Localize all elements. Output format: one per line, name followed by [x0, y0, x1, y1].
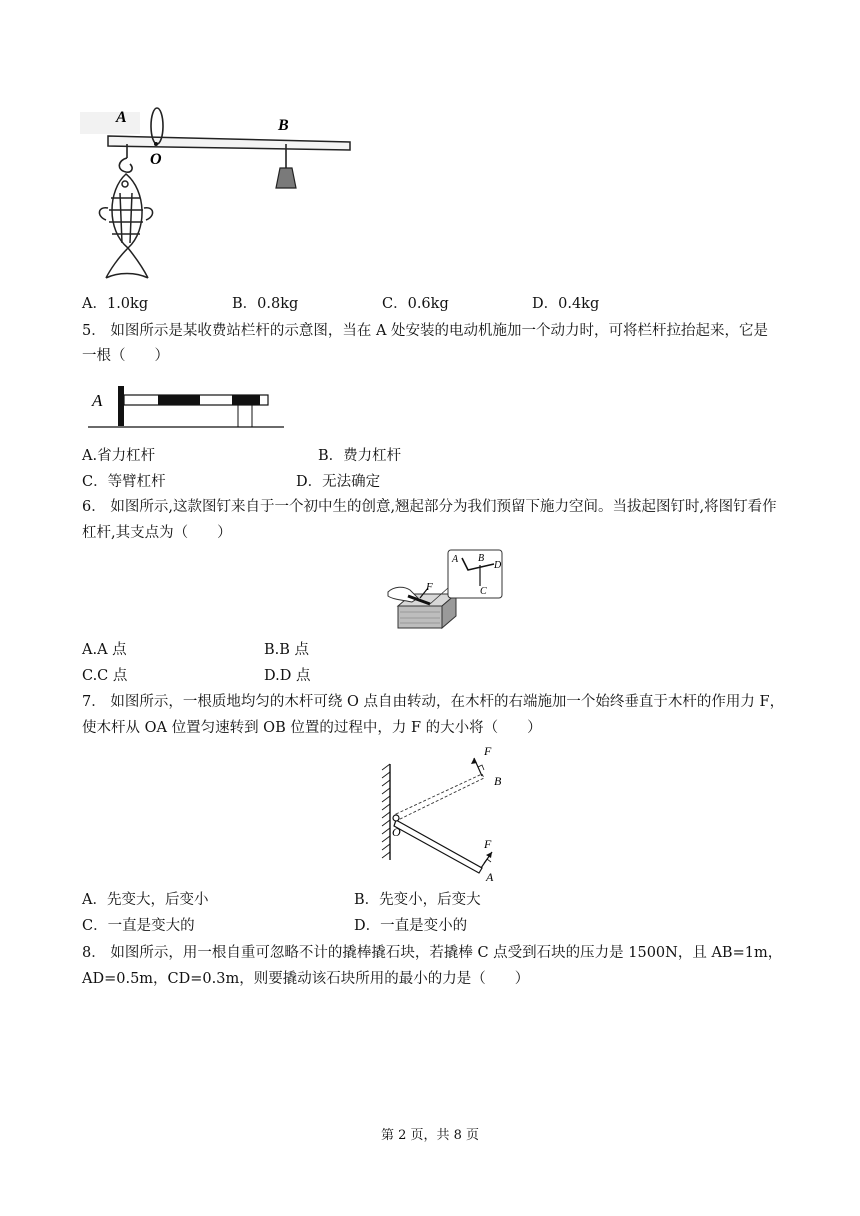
label-o: O — [392, 825, 401, 839]
q5-stem-line2: 一根（ ） — [82, 348, 169, 364]
page-footer: 第 2 页，共 8 页 — [380, 1128, 480, 1143]
q8-stem-line2: AD=0.5m，CD=0.3m，则要撬动该石块所用的最小的力是（ ） — [82, 971, 530, 987]
q7-option-a: A．先变大，后变小 — [82, 892, 209, 908]
q7-option-b: B．先变小，后变大 — [354, 892, 481, 908]
q6-option-d: D.D 点 — [264, 668, 311, 684]
q5-option-d: D．无法确定 — [296, 474, 381, 490]
q7-option-c: C．一直是变大的 — [82, 918, 195, 934]
label-f: F — [426, 581, 433, 593]
q7-stem-line1: 7． 如图所示，一根质地均匀的木杆可绕 O 点自由转动，在木杆的右端施加一个始终垂直于木杆的作用力 F， — [82, 694, 785, 710]
label-o: O — [150, 151, 162, 168]
q4-option-b: B．0.8kg — [232, 296, 299, 312]
label-a: A — [486, 870, 494, 882]
q6-option-b: B.B 点 — [264, 642, 310, 658]
q5-stem-line1: 5． 如图所示是某收费站栏杆的示意图，当在 A 处安装的电动机施加一个动力时，可将栏杆拉抬起来，它是 — [82, 323, 769, 339]
rotating-rod-figure — [378, 742, 508, 882]
q4-option-c: C．0.6kg — [382, 296, 449, 312]
q7-option-d: D．一直是变小的 — [354, 918, 468, 934]
q4-option-d: D．0.4kg — [532, 296, 600, 312]
label-a: A — [116, 109, 127, 126]
q4-option-a: A．1.0kg — [82, 296, 149, 312]
label-f-bottom: F — [484, 837, 492, 851]
q6-option-c: C.C 点 — [82, 668, 128, 684]
q6-option-a: A.A 点 — [82, 642, 127, 658]
label-b: B — [494, 774, 502, 788]
q5-option-c: C．等臂杠杆 — [82, 474, 166, 490]
label-a: A — [452, 554, 459, 565]
steelyard-fish-figure — [78, 98, 363, 288]
q6-stem-line1: 6． 如图所示,这款图钉来自于一个初中生的创意,翘起部分为我们预留下施力空间。当拔起图钉时,将图钉看作 — [82, 499, 777, 515]
q8-stem-line1: 8． 如图所示，用一根自重可忽略不计的撬棒撬石块，若撬棒 C 点受到石块的压力是 1500N，且 AB=1m， — [82, 945, 783, 961]
q6-stem-line2: 杠杆,其支点为（ ） — [82, 525, 232, 541]
label-b: B — [278, 117, 289, 134]
label-b: B — [478, 553, 485, 564]
toll-gate-figure — [88, 382, 288, 432]
q5-option-a: A.省力杠杆 — [82, 448, 156, 464]
q7-stem-line2: 使木杆从 OA 位置匀速转到 OB 位置的过程中，力 F 的大小将（ ） — [82, 720, 542, 736]
thumbtack-figure — [384, 548, 508, 632]
label-f-top: F — [484, 744, 492, 758]
label-a: A — [92, 391, 103, 410]
label-d: D — [494, 560, 502, 571]
q5-option-b: B．费力杠杆 — [318, 448, 402, 464]
label-c: C — [480, 586, 487, 597]
